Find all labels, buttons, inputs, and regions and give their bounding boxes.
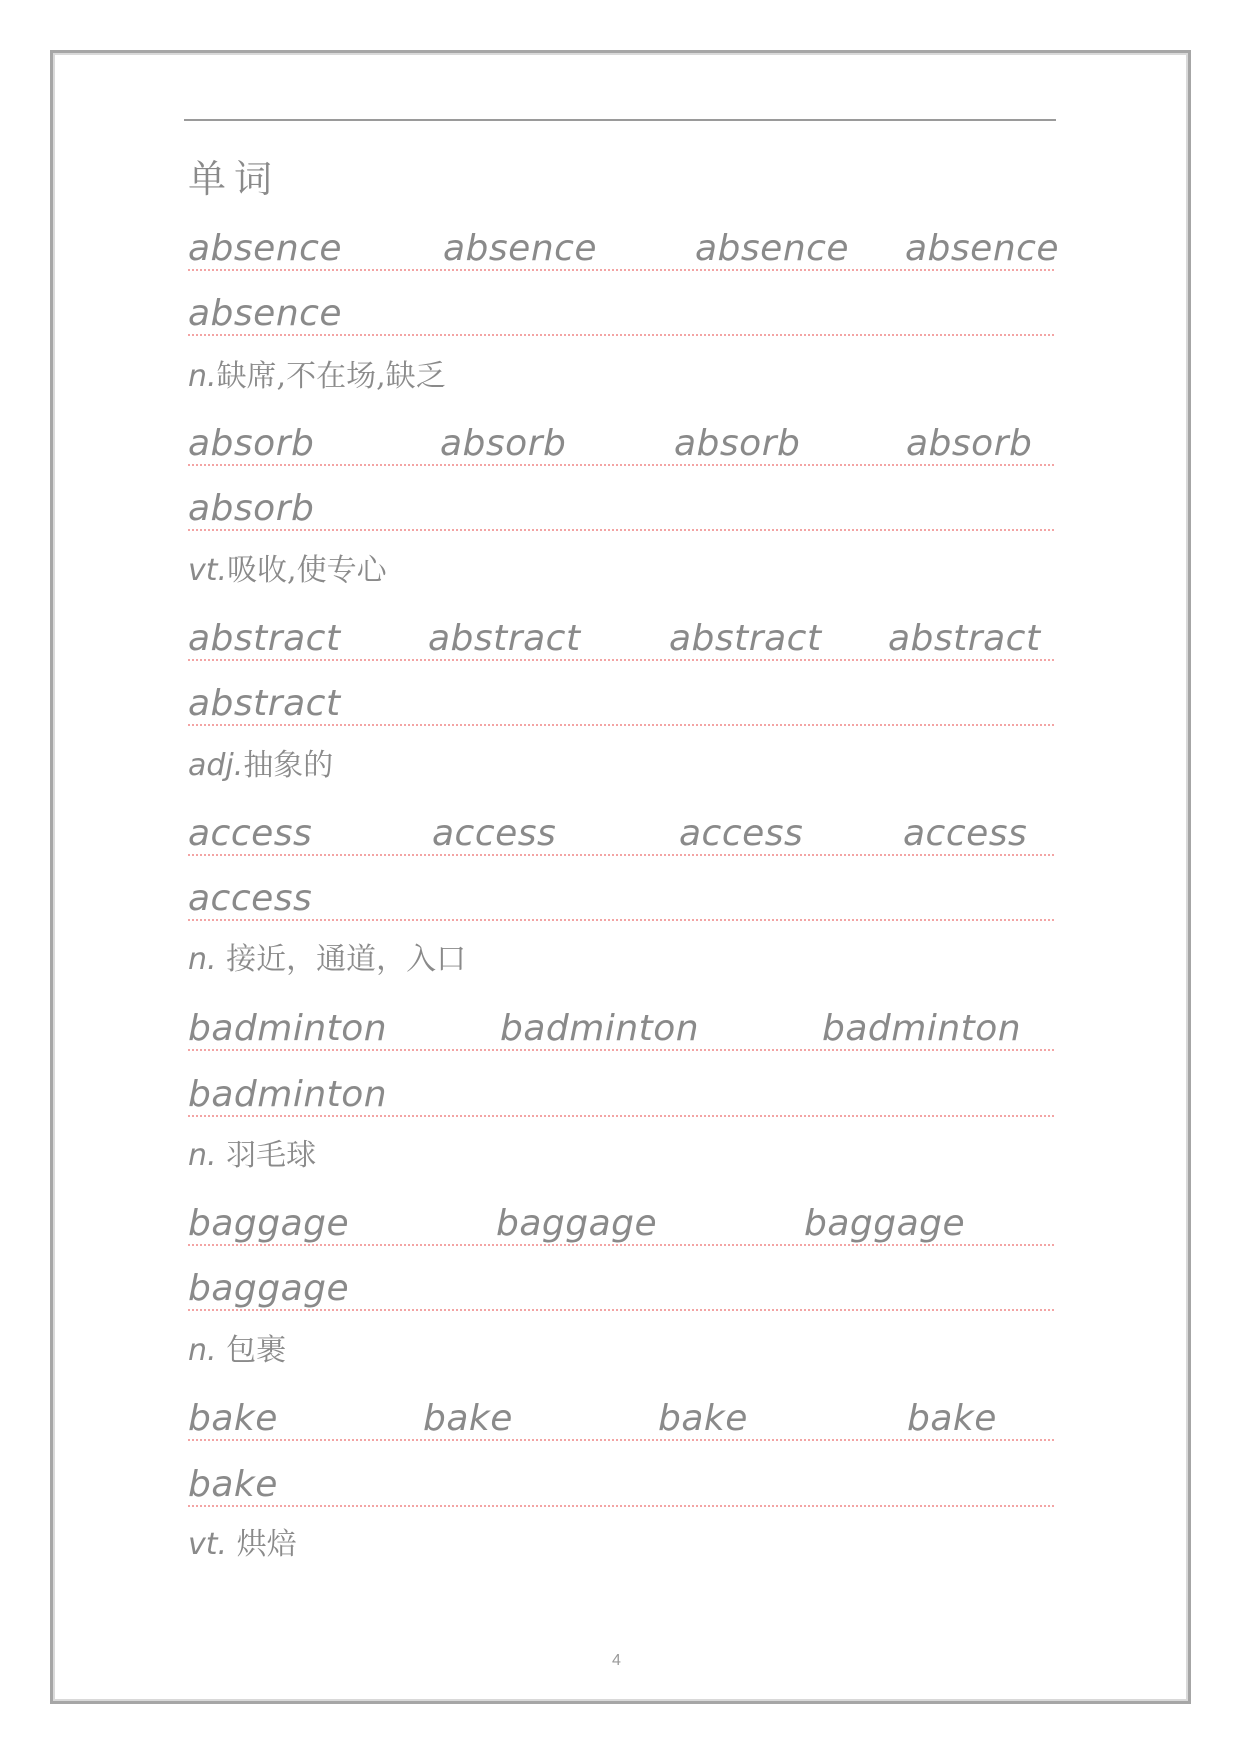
part-of-speech: n. xyxy=(188,1138,217,1173)
practice-word: bake xyxy=(423,1398,513,1439)
part-of-speech: vt. xyxy=(188,1527,228,1562)
practice-line xyxy=(188,1259,1054,1311)
practice-line xyxy=(188,1455,1054,1507)
practice-line xyxy=(188,284,1054,336)
meaning: 吸收,使专心 xyxy=(227,553,387,588)
header-rule xyxy=(184,119,1056,121)
definition xyxy=(188,942,467,977)
practice-word: bake xyxy=(907,1398,997,1439)
definition xyxy=(188,1527,297,1562)
practice-line xyxy=(188,674,1054,726)
meaning: 羽毛球 xyxy=(216,1138,317,1173)
practice-word: absence xyxy=(443,228,598,269)
practice-word: bake xyxy=(188,1464,278,1505)
page-number: 4 xyxy=(612,1652,621,1669)
practice-word: absence xyxy=(188,228,343,269)
practice-line xyxy=(188,1065,1054,1117)
definition xyxy=(188,748,334,783)
section-title: 单词 xyxy=(188,157,281,201)
practice-word: abstract xyxy=(669,618,822,659)
practice-word: baggage xyxy=(188,1268,350,1309)
practice-word: access xyxy=(679,813,804,854)
practice-word: absorb xyxy=(674,423,801,464)
meaning: 抽象的 xyxy=(243,748,334,783)
definition xyxy=(188,553,387,588)
practice-line xyxy=(188,999,1054,1051)
practice-word: absorb xyxy=(188,488,315,529)
practice-line xyxy=(188,1389,1054,1441)
definition xyxy=(188,1333,287,1368)
practice-word: access xyxy=(432,813,557,854)
practice-line xyxy=(188,804,1054,856)
practice-word: badminton xyxy=(188,1008,388,1049)
practice-line xyxy=(188,1194,1054,1246)
part-of-speech: n. xyxy=(188,942,217,977)
practice-word: absence xyxy=(905,228,1060,269)
practice-word: bake xyxy=(658,1398,748,1439)
practice-word: badminton xyxy=(822,1008,1022,1049)
practice-line xyxy=(188,479,1054,531)
practice-word: absorb xyxy=(188,423,315,464)
part-of-speech: adj. xyxy=(188,748,244,783)
practice-word: abstract xyxy=(888,618,1041,659)
practice-line xyxy=(188,219,1060,271)
practice-word: access xyxy=(903,813,1028,854)
practice-word: badminton xyxy=(188,1074,388,1115)
practice-word: absorb xyxy=(906,423,1033,464)
definition xyxy=(188,1138,317,1173)
practice-line xyxy=(188,414,1054,466)
part-of-speech: vt. xyxy=(188,553,228,588)
practice-word: absence xyxy=(695,228,850,269)
meaning: 接近，通道，入口 xyxy=(216,942,467,977)
practice-word: baggage xyxy=(496,1203,658,1244)
part-of-speech: n. xyxy=(188,359,217,394)
practice-word: access xyxy=(188,878,313,919)
practice-word: absence xyxy=(188,293,343,334)
practice-word: baggage xyxy=(804,1203,966,1244)
definition xyxy=(188,359,446,394)
practice-line xyxy=(188,869,1054,921)
practice-word: absorb xyxy=(440,423,567,464)
practice-word: abstract xyxy=(188,683,341,724)
part-of-speech: n. xyxy=(188,1333,217,1368)
meaning: 缺席,不在场,缺乏 xyxy=(216,359,446,394)
practice-word: abstract xyxy=(428,618,581,659)
practice-word: access xyxy=(188,813,313,854)
practice-word: abstract xyxy=(188,618,341,659)
practice-line xyxy=(188,609,1054,661)
practice-word: bake xyxy=(188,1398,278,1439)
practice-word: badminton xyxy=(500,1008,700,1049)
meaning: 包裹 xyxy=(216,1333,287,1368)
meaning: 烘焙 xyxy=(227,1527,297,1562)
practice-word: baggage xyxy=(188,1203,350,1244)
